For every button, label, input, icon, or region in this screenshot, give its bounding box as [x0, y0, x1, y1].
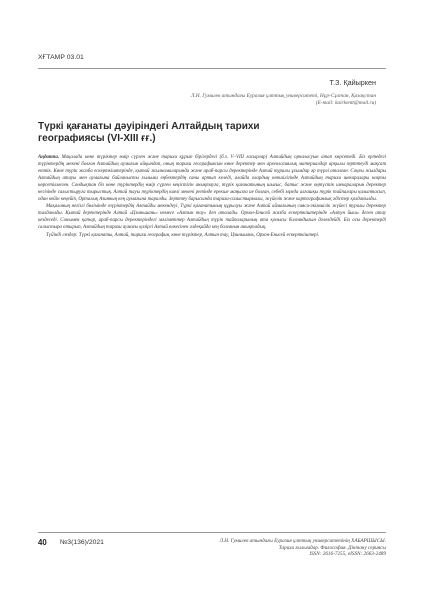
abstract-paragraph-1	[38, 154, 386, 203]
irstu-code: ХҒТАМР 03.01	[38, 54, 84, 61]
journal-info	[186, 538, 386, 558]
header-rule	[38, 68, 386, 69]
affiliation-line: Л.Н. Гумилев атындағы Еуразия ұлттық университеті, Нұр-Сұлтан, Қазақстан	[190, 93, 376, 99]
page-number: 40	[38, 538, 47, 547]
author-email: (E-mail: kairkentt@mail.ru)	[315, 99, 376, 106]
abstract-paragraph-2: Мақаланың негізгі бөлімінде түріктердің Алтайды мекендеуі, Түркі қағанатының құрылуы және Алтай аймағының саяси-әкімшілік жүйесі туралы деректер талданады. Қытай деректерінде Алтай «Цзиньшань» немесе «Алтын тау» деп аталады. Орхон-Енисей жазба ескерткіштерінде «Алтун йыш» деген атау кездеседі. Сонымен қатар, араб-парсы деректеріндегі мәліметтер Алтайдың түрік тайпаларының ата қонысы болғандығын дәлелдейді. Біз осы деректерді салыстыра отырып, Алтайдың тарихи аумағы қазіргі Алтай өлкесінен әлдеқайда кең болғанын анықтадық.	[38, 204, 386, 231]
journal-series: Тарихи ғылымдар. Философия. Дінтану сериясы	[278, 544, 386, 551]
author-name: Т.З. Қайыркен	[329, 78, 376, 87]
footer-rule	[38, 532, 386, 533]
abstract-paragraph-3: Түйінді сөздер: Түркі қағанаты, Алтай, тарихи география, көне түріктер, Алтын тау, Цзиньшань, Орхон-Енисей ескерткіштері.	[46, 232, 320, 238]
author-affiliation	[146, 93, 376, 106]
abstract-body	[38, 154, 386, 239]
issue-number: №3(136)/2021	[60, 539, 104, 546]
abstract-label: Аңдатпа.	[38, 155, 60, 160]
title-line-1: Түркі қағанаты дәуіріндегі Алтайдың тарихи	[38, 121, 260, 132]
article-title	[38, 121, 338, 146]
abstract-text-1: Мақалада көне түріктер өмір сүрген және тарихи құрып бірігердегі (б.з. V–VIII ғасырлар) Алтайдың орналасуын атап көрсетеді. Біз ертедегі түріктердің мекені болған Алтайдың аумағын айқындап, оның тарихи географиясын көне деректер мен археологиялық материалдар арқылы зерттеуді мақсат еттік. Көне түрік жазба ескерткіштерінде, қытай жылнамаларында және араб-парсы деректерінде Алтай туралы ұғымдар әр түрлі аталған. Соңғы жылдары Алтайдың атауы мен аумағына байланысты ғылыми еңбектердің саны артып келеді, алайда олардың көпшілігінде Алтайдың тарихи шекаралары нақты көрсетілмеген. Сондықтан біз көне түріктердің өмір сүрген кеңістігін анықтауға, түрік қағанатының шығыс, батыс және оңтүстік шекараларын деректер негізінде салыстыруға тырыстық. Алтай тауы түріктердің киелі мекені ретінде ерекше маңызға ие болған, себебі мұнда алғашқы түрік тайпалары қалыптасып, одан кейін кеңейіп, Орталық Азияның кең аумағына таралды. Зерттеу барысында тарихи-салыстырмалы, жүйелік және картографиялық әдістер қолданылды.	[38, 155, 386, 203]
journal-name: Л.Н. Гумилев атындағы Еуразия ұлттық университетінің ХАБАРШЫСЫ.	[219, 538, 386, 544]
journal-issn: ISSN: 2616-7255, eISSN: 2663-2489	[309, 551, 386, 557]
title-line-2: географиясы (VI-XIII ғғ.)	[38, 133, 156, 145]
